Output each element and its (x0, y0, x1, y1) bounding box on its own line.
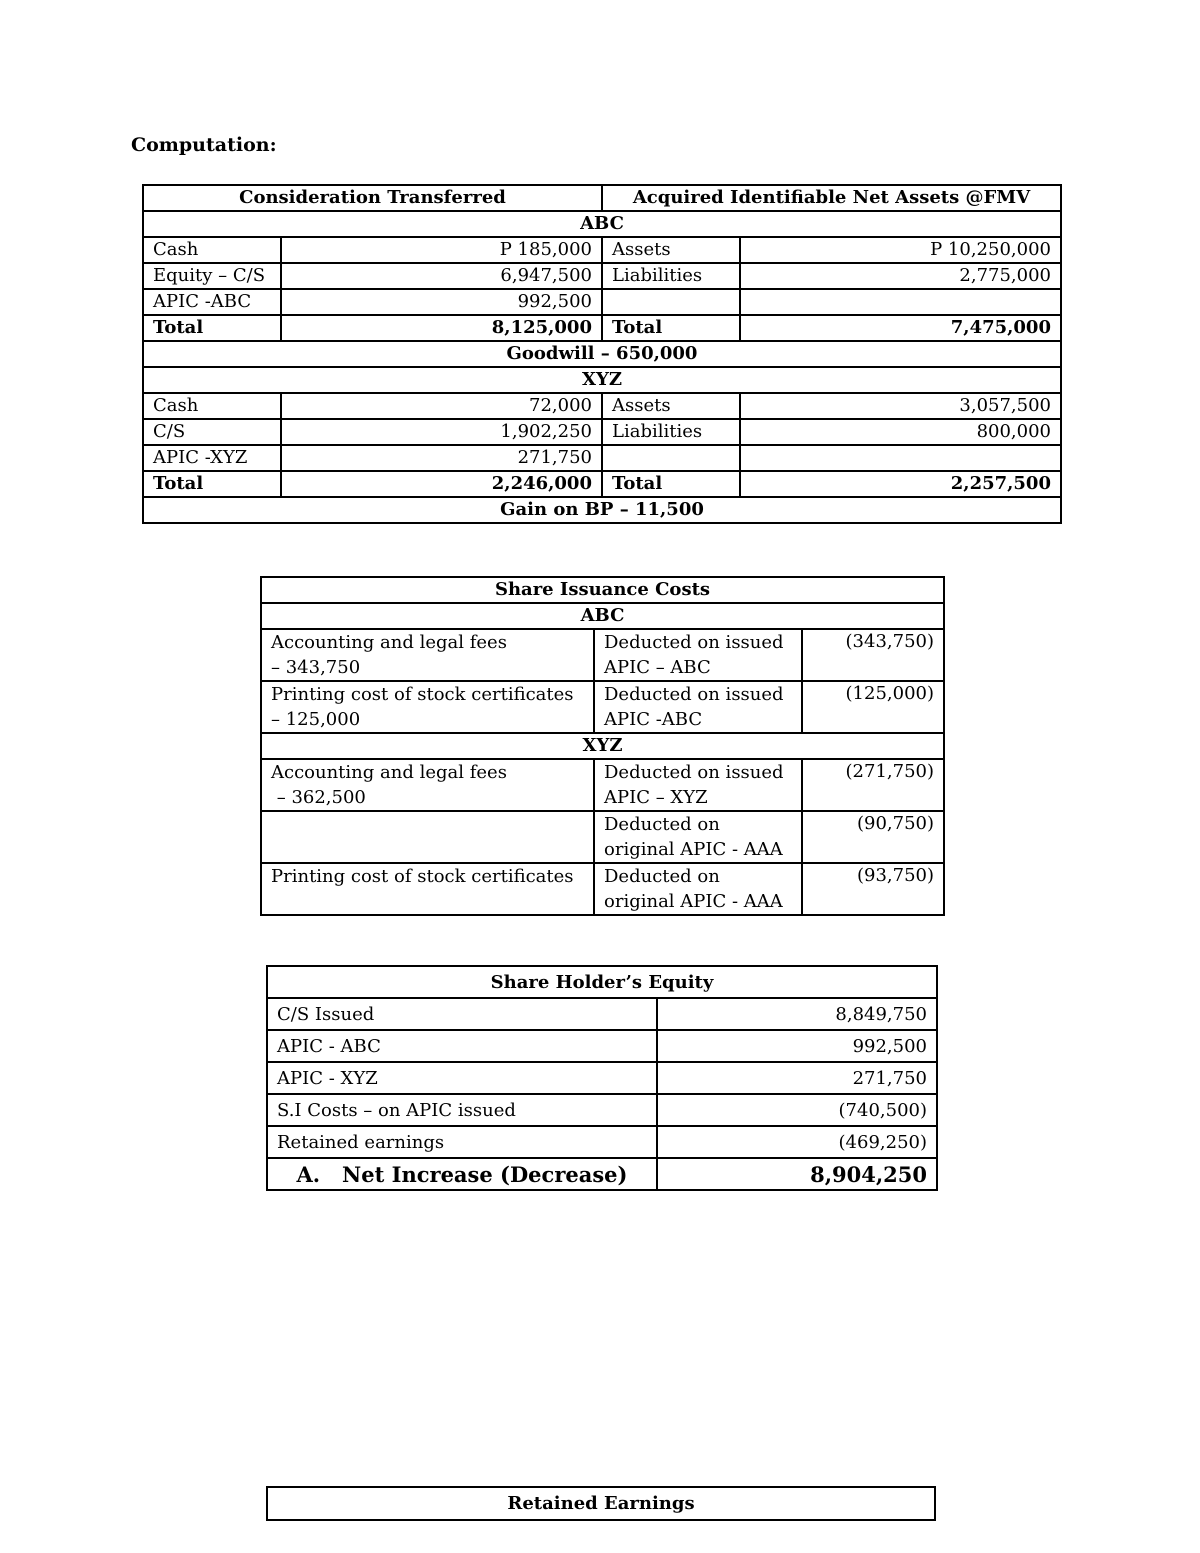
cost-treatment: Deducted on issued APIC – ABC (594, 629, 802, 681)
table-row (261, 681, 944, 733)
equity-label: Retained earnings (267, 1126, 657, 1158)
total-row (267, 1158, 937, 1190)
cost-treatment: Deducted on issued APIC -ABC (594, 681, 802, 733)
equity-value: 992,500 (657, 1030, 937, 1062)
row-value: 271,750 (281, 445, 602, 471)
row-value: 1,902,250 (281, 419, 602, 445)
cost-amount: (93,750) (802, 863, 944, 915)
total-value: 2,257,500 (740, 471, 1061, 497)
cost-item: Printing cost of stock certificates – 125,000 (261, 681, 594, 733)
row-value: 72,000 (281, 393, 602, 419)
row-value: 992,500 (281, 289, 602, 315)
equity-label: APIC - ABC (267, 1030, 657, 1062)
row-value: P 185,000 (281, 237, 602, 263)
total-label: Total (143, 471, 281, 497)
equity-value: 8,849,750 (657, 998, 937, 1030)
cost-amount: (271,750) (802, 759, 944, 811)
row-label: Assets (602, 237, 740, 263)
consideration-table (142, 184, 1062, 524)
cost-item: Accounting and legal fees – 343,750 (261, 629, 594, 681)
equity-value: (740,500) (657, 1094, 937, 1126)
row-value: 800,000 (740, 419, 1061, 445)
row-label: Liabilities (602, 419, 740, 445)
row-label: Cash (143, 237, 281, 263)
total-value: 7,475,000 (740, 315, 1061, 341)
equity-label: APIC - XYZ (267, 1062, 657, 1094)
table-row (261, 811, 944, 863)
cost-item: Accounting and legal fees – 362,500 (261, 759, 594, 811)
table-row (261, 759, 944, 811)
row-value: 3,057,500 (740, 393, 1061, 419)
table-row (143, 393, 1061, 419)
cost-treatment: Deducted on original APIC - AAA (594, 811, 802, 863)
equity-label: S.I Costs – on APIC issued (267, 1094, 657, 1126)
section-title-abc: ABC (143, 211, 1061, 237)
equity-title: Share Holder’s Equity (267, 966, 937, 998)
cost-amount: (90,750) (802, 811, 944, 863)
row-label: Liabilities (602, 263, 740, 289)
table-row (261, 629, 944, 681)
total-label: Total (143, 315, 281, 341)
equity-table (266, 965, 938, 1191)
total-label: Total (602, 315, 740, 341)
cost-treatment: Deducted on original APIC - AAA (594, 863, 802, 915)
gain-result: Gain on BP – 11,500 (143, 497, 1061, 523)
table-row (143, 419, 1061, 445)
row-label: APIC -ABC (143, 289, 281, 315)
row-value (740, 289, 1061, 315)
retained-earnings-table (266, 1486, 936, 1521)
table-row (261, 863, 944, 915)
total-row (143, 471, 1061, 497)
total-value: 2,246,000 (281, 471, 602, 497)
table-row (143, 445, 1061, 471)
section-title-xyz: XYZ (261, 733, 944, 759)
header-net-assets: Acquired Identifiable Net Assets @FMV (602, 185, 1061, 211)
equity-label: C/S Issued (267, 998, 657, 1030)
row-value (740, 445, 1061, 471)
row-label: C/S (143, 419, 281, 445)
goodwill-result: Goodwill – 650,000 (143, 341, 1061, 367)
table-row (267, 1126, 937, 1158)
total-value: 8,125,000 (281, 315, 602, 341)
equity-value: (469,250) (657, 1126, 937, 1158)
cost-amount: (343,750) (802, 629, 944, 681)
net-increase-label: A. Net Increase (Decrease) (267, 1158, 657, 1190)
row-label: APIC -XYZ (143, 445, 281, 471)
row-label: Assets (602, 393, 740, 419)
total-row (143, 315, 1061, 341)
total-label: Total (602, 471, 740, 497)
share-issuance-title: Share Issuance Costs (261, 577, 944, 603)
table-row (267, 1062, 937, 1094)
section-title-abc: ABC (261, 603, 944, 629)
share-issuance-table (260, 576, 945, 916)
section-title-xyz: XYZ (143, 367, 1061, 393)
cost-item: Printing cost of stock certificates (261, 863, 594, 915)
table-row (267, 1094, 937, 1126)
cost-amount: (125,000) (802, 681, 944, 733)
header-consideration: Consideration Transferred (143, 185, 602, 211)
cost-item (261, 811, 594, 863)
net-increase-value: 8,904,250 (657, 1158, 937, 1190)
table-row (267, 1030, 937, 1062)
row-value: P 10,250,000 (740, 237, 1061, 263)
equity-value: 271,750 (657, 1062, 937, 1094)
page-heading: Computation: (131, 134, 277, 156)
row-label: Cash (143, 393, 281, 419)
table-row (143, 237, 1061, 263)
row-label (602, 289, 740, 315)
table-row (143, 263, 1061, 289)
table-row (267, 998, 937, 1030)
row-label (602, 445, 740, 471)
table-row (143, 289, 1061, 315)
row-value: 2,775,000 (740, 263, 1061, 289)
cost-treatment: Deducted on issued APIC – XYZ (594, 759, 802, 811)
row-label: Equity – C/S (143, 263, 281, 289)
retained-earnings-title: Retained Earnings (267, 1487, 935, 1520)
row-value: 6,947,500 (281, 263, 602, 289)
